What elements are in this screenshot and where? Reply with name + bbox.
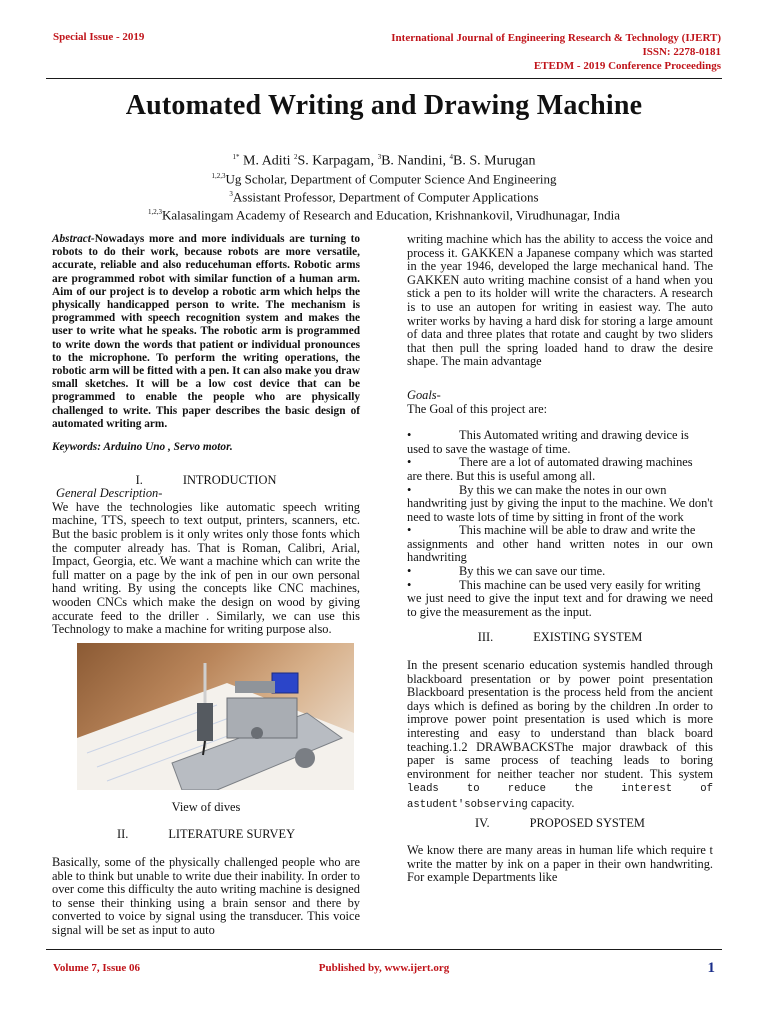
figure-caption: View of dives: [171, 799, 241, 814]
existing-system-mono: leads to reduce the interest of astudent'sobserving: [407, 783, 713, 811]
running-header-right: [391, 31, 721, 73]
section-title: PROPOSED SYSTEM: [529, 815, 645, 830]
section-number: I.: [135, 472, 143, 487]
conference-proceedings: ETEDM - 2019 Conference Proceedings: [533, 60, 721, 72]
section-title: INTRODUCTION: [182, 472, 277, 487]
robot-arm-illustration: [77, 643, 354, 790]
abstract-lead: Abstract-: [52, 233, 95, 245]
aff-text: Ug Scholar, Department of Computer Science And Engineering: [225, 171, 557, 187]
goal-text: There are a lot of automated drawing machines: [459, 455, 693, 470]
goal-text-cont: are there. But this is useful among all.: [407, 468, 596, 483]
footer-rule: [46, 949, 722, 950]
footer-publisher-link[interactable]: Published by, www.ijert.org: [318, 962, 450, 974]
aff-text: Kalasalingam Academy of Research and Education, Krishnankovil, Virudhunagar, India: [161, 207, 620, 223]
figure-writing-machine-photo: [77, 643, 354, 790]
aff-sup: 3: [229, 189, 233, 198]
section-number: III.: [477, 630, 494, 645]
section-heading-existing-system: [407, 631, 713, 645]
goal-text-cont: handwriting just by giving the input to the machine. We don't need to waste lots of time by sitting in front of the work: [407, 496, 713, 524]
continued-text: writing machine which has the ability to access the voice and process it. GAKKEN a Japanese company which was started in the year 1946, developed the large mechanical hand. The GAKKEN auto writing machine consist of a hand when you stick a pen to its holder will write the characters. A research is to use an autopen for writing in easiest way. The auto writer works by having a hard disk for storing a large amount of data and three plates that rotate and caught by two sliders that then pull the spring loaded hand to draw the desire shape. The main advantage: [407, 232, 713, 369]
goal-text: This machine can be used very easily for writing: [459, 577, 701, 592]
bullet-icon: •: [407, 523, 412, 538]
page-number: 1: [707, 960, 715, 976]
author-sup: 2: [293, 153, 298, 161]
author-name: B. S. Murugan: [453, 153, 536, 169]
aff-sup: 1,2,3: [147, 207, 162, 216]
subheading-general-description: General Description-: [56, 486, 163, 501]
goal-text: By this we can make the notes in our own: [459, 482, 667, 497]
goal-text-cont: assignments and other hand written notes in our own handwriting: [407, 536, 713, 565]
running-header-left: Special Issue - 2019: [53, 31, 145, 43]
section-title: LITERATURE SURVEY: [168, 827, 296, 842]
author-sup: 1*: [232, 153, 240, 161]
author-sup: 4: [449, 153, 454, 161]
goal-text-cont: used to save the wastage of time.: [407, 441, 571, 456]
abstract-text: Nowadays more and more individuals are turning to robots to do their work, because robots are more versatile, accurate, reliable and also reducehuman efforts. Robotic arms are programmed robot with similar function of a human arm. Aim of our project is to develop a robotic arm which helps the physically handicapped person to write. The mechanism is programmed with speech recognition system and makes the user to write what he speaks. The robotic arm is programmed to write down the words that patient or individual pronounces to the microphone. To perform the writing operations, the robotic arm will be fitted with a pen. It can also make you draw small sketches. It will be a low cost device that can be programmed to enable the people who are physically challenged to write. This paper describes the basic design of automated writing arm.: [52, 233, 360, 430]
section-number: IV.: [475, 815, 490, 830]
author-name: B. Nandini,: [381, 153, 450, 169]
existing-system-body: In the present scenario education systemis handled through blackboard presentation or by power point presentation Blackboard presentation is the process held from the ancient days which is defined as boring by the children .In order to improve power point presentation is used which is more interesting and easy to understand than black board teaching.1.2 DRAWBACKSThe major drawback of this paper is same process of teaching leads to boring environment for neither teacher nor student. This system: [407, 658, 713, 781]
affiliation-1: [0, 169, 768, 187]
goal-text: This Automated writing and drawing device is: [459, 428, 689, 443]
affiliation-2: [0, 187, 768, 205]
paper-title: Automated Writing and Drawing Machine: [125, 90, 643, 121]
header-rule: [46, 78, 722, 79]
abstract: [52, 233, 360, 431]
affiliation-3: [0, 205, 768, 223]
section-number: II.: [116, 827, 129, 842]
goal-text: This machine will be able to draw and write the: [459, 523, 696, 538]
goals-list: [407, 429, 713, 619]
list-item: [407, 565, 713, 579]
bullet-icon: •: [407, 455, 412, 470]
author-names: [0, 150, 768, 169]
right-column: [407, 233, 713, 885]
footer-volume: Volume 7, Issue 06: [53, 962, 140, 974]
bullet-icon: •: [407, 577, 412, 592]
list-item: [407, 429, 713, 456]
existing-system-end: capacity.: [530, 795, 575, 810]
author-block: [0, 150, 768, 223]
section-heading-proposed-system: [407, 817, 713, 831]
author-name: S. Karpagam,: [297, 153, 378, 169]
goals-heading: Goals-: [407, 387, 441, 402]
existing-system-text: [407, 659, 713, 813]
list-item: [407, 456, 713, 483]
section-heading-introduction: [52, 474, 360, 488]
goals-intro: The Goal of this project are:: [407, 401, 548, 416]
bullet-icon: •: [407, 482, 412, 497]
section-heading-literature-survey: [52, 828, 360, 842]
goal-text-cont: we just need to give the input text and for drawing we need to give the measurement as the input.: [407, 591, 713, 619]
author-sup: 3: [377, 153, 382, 161]
list-item: [407, 579, 713, 620]
list-item: [407, 524, 713, 565]
proposed-system-text: We know there are many areas in human life which require t write the matter by ink on a paper in their own handwriting. For example Departments like: [407, 843, 713, 885]
introduction-text: We have the technologies like automatic speech writing machine, TTS, speech to text output, printers, scanners, etc. But the basic problem is it only writes only those fonts which the computer already has. That is Roman, Calibri, Arial, Impact, Georgia, etc. We want a machine which can write the full matter on a page by the ink of pen in our own personal hand writing. By using the concepts like CNC machines, wooden CNCs which make the design on wood by giving accurate feed to the driller . Similarly, we can use this Technology to make a machine for writing purpose also.: [52, 499, 360, 637]
aff-sup: 1,2,3: [211, 172, 226, 181]
bullet-icon: •: [407, 564, 412, 579]
keywords: Keywords: Arduino Uno , Servo motor.: [52, 441, 233, 454]
aff-text: Assistant Professor, Department of Computer Applications: [232, 189, 539, 205]
section-title: EXISTING SYSTEM: [533, 630, 643, 645]
author-first: M. Aditi: [243, 153, 291, 169]
left-column: [52, 233, 360, 938]
journal-name: International Journal of Engineering Research & Technology (IJERT): [391, 32, 721, 44]
list-item: [407, 484, 713, 525]
goal-text: By this we can save our time.: [459, 564, 606, 579]
issn: ISSN: 2278-0181: [642, 46, 721, 58]
literature-survey-text: Basically, some of the physically challenged people who are able to think but unable to write due their inability. In order to over come this difficulty the auto writing machine is designed to sense their thinking using a brain sensor and there by converted to voice by signal using the transducer. This voice signal will be set as input to auto: [52, 854, 360, 937]
bullet-icon: •: [407, 428, 412, 443]
